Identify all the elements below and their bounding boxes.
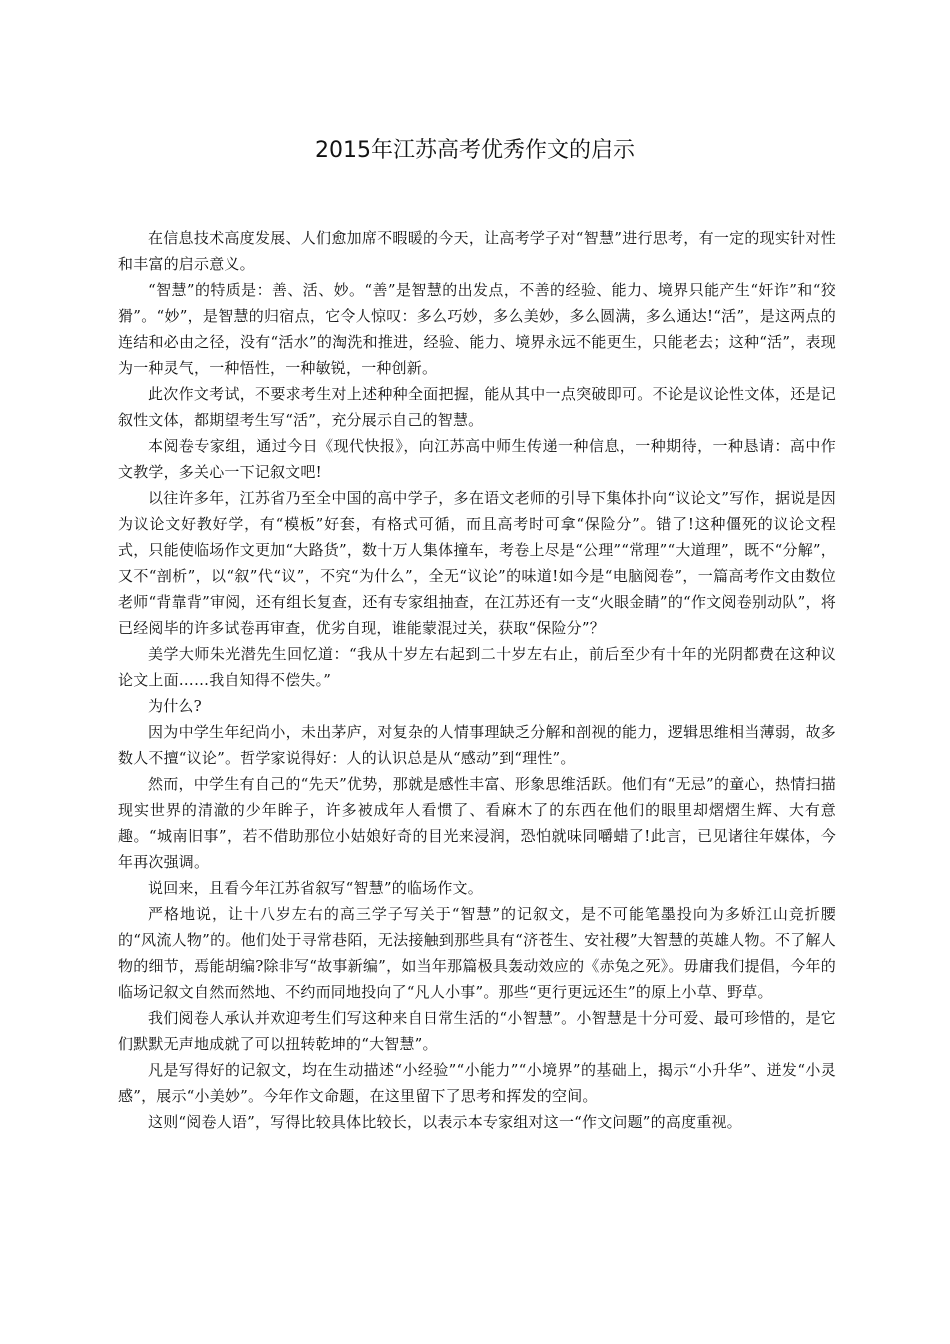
paragraph: 此次作文考试，不要求考生对上述种种全面把握，能从其中一点突破即可。不论是议论性文体，还是记叙性文体，都期望考生写“活”，充分展示自己的智慧。 [118, 385, 836, 429]
paragraph: 凡是写得好的记叙文，均在生动描述“小经验”“小能力”“小境界”的基础上，揭示“小升华”、迸发“小灵感”，展示“小美妙”。今年作文命题，在这里留下了思考和挥发的空间。 [118, 1061, 836, 1105]
paragraph: 这则“阅卷人语”，写得比较具体比较长，以表示本专家组对这一“作文问题”的高度重视。 [148, 1113, 742, 1131]
paragraph: 美学大师朱光潜先生回忆道：“我从十岁左右起到二十岁左右止，前后至少有十年的光阴都费在这种议论文上面……我自知得不偿失。” [118, 645, 836, 689]
paragraph: 说回来，且看今年江苏省叙写“智慧”的临场作文。 [148, 879, 483, 897]
paragraph: “智慧”的特质是：善、活、妙。“善”是智慧的出发点，不善的经验、能力、境界只能产生“奸诈”和“狡猾”。“妙”，是智慧的归宿点，它令人惊叹：多么巧妙，多么美妙，多么圆满，多么通达!“活”，是这两点的连结和必由之径，没有“活水”的淘洗和推进，经验、能力、境界永远不能更生，只能老去；这种“活”，表现为一种灵气，一种悟性，一种敏锐，一种创新。 [118, 281, 836, 377]
document-body [118, 225, 836, 1135]
paragraph: 本阅卷专家组，通过今日《现代快报》，向江苏高中师生传递一种信息，一种期待，一种恳请：高中作文教学，多关心一下记叙文吧! [118, 437, 836, 481]
paragraph: 为什么? [148, 697, 202, 715]
paragraph: 我们阅卷人承认并欢迎考生们写这种来自日常生活的“小智慧”。小智慧是十分可爱、最可珍惜的，是它们默默无声地成就了可以扭转乾坤的“大智慧”。 [118, 1009, 836, 1053]
paragraph: 因为中学生年纪尚小，未出茅庐，对复杂的人情事理缺乏分解和剖视的能力，逻辑思维相当薄弱，故多数人不擅“议论”。哲学家说得好：人的认识总是从“感动”到“理性”。 [118, 723, 836, 767]
document-title: 2015年江苏高考优秀作文的启示 [315, 138, 635, 163]
paragraph: 以往许多年，江苏省乃至全中国的高中学子，多在语文老师的引导下集体扑向“议论文”写作，据说是因为议论文好教好学，有“模板”好套，有格式可循，而且高考时可拿“保险分”。错了!这种僵死的议论文程式，只能使临场作文更加“大路货”，数十万人集体撞车，考卷上尽是“公理”“常理”“大道理”，既不“分解”，又不“剖析”，以“叙”代“议”，不究“为什么”，全无“议论”的味道!如今是“电脑阅卷”，一篇高考作文由数位老师“背靠背”审阅，还有组长复查，还有专家组抽查，在江苏还有一支“火眼金睛”的“作文阅卷别动队”，将已经阅毕的许多试卷再审查，优劣自现，谁能蒙混过关，获取“保险分”？ [118, 489, 836, 637]
paragraph: 严格地说，让十八岁左右的高三学子写关于“智慧”的记叙文，是不可能笔墨投向为多娇江山竞折腰的“风流人物”的。他们处于寻常巷陌，无法接触到那些具有“济苍生、安社稷”大智慧的英雄人物。不了解人物的细节，焉能胡编?除非写“故事新编”，如当年那篇极具轰动效应的《赤兔之死》。毋庸我们提倡，今年的临场记叙文自然而然地、不约而同地投向了“凡人小事”。那些“更行更远还生”的原上小草、野草。 [118, 905, 836, 1001]
paragraph: 在信息技术高度发展、人们愈加席不暇暖的今天，让高考学子对“智慧”进行思考，有一定的现实针对性和丰富的启示意义。 [118, 229, 836, 273]
paragraph: 然而，中学生有自己的“先天”优势，那就是感性丰富、形象思维活跃。他们有“无忌”的童心，热情扫描现实世界的清澈的少年眸子，许多被成年人看惯了、看麻木了的东西在他们的眼里却熠熠生辉、大有意趣。“城南旧事”，若不借助那位小姑娘好奇的目光来浸润，恐怕就味同嚼蜡了!此言，已见诸往年媒体，今年再次强调。 [118, 775, 836, 871]
